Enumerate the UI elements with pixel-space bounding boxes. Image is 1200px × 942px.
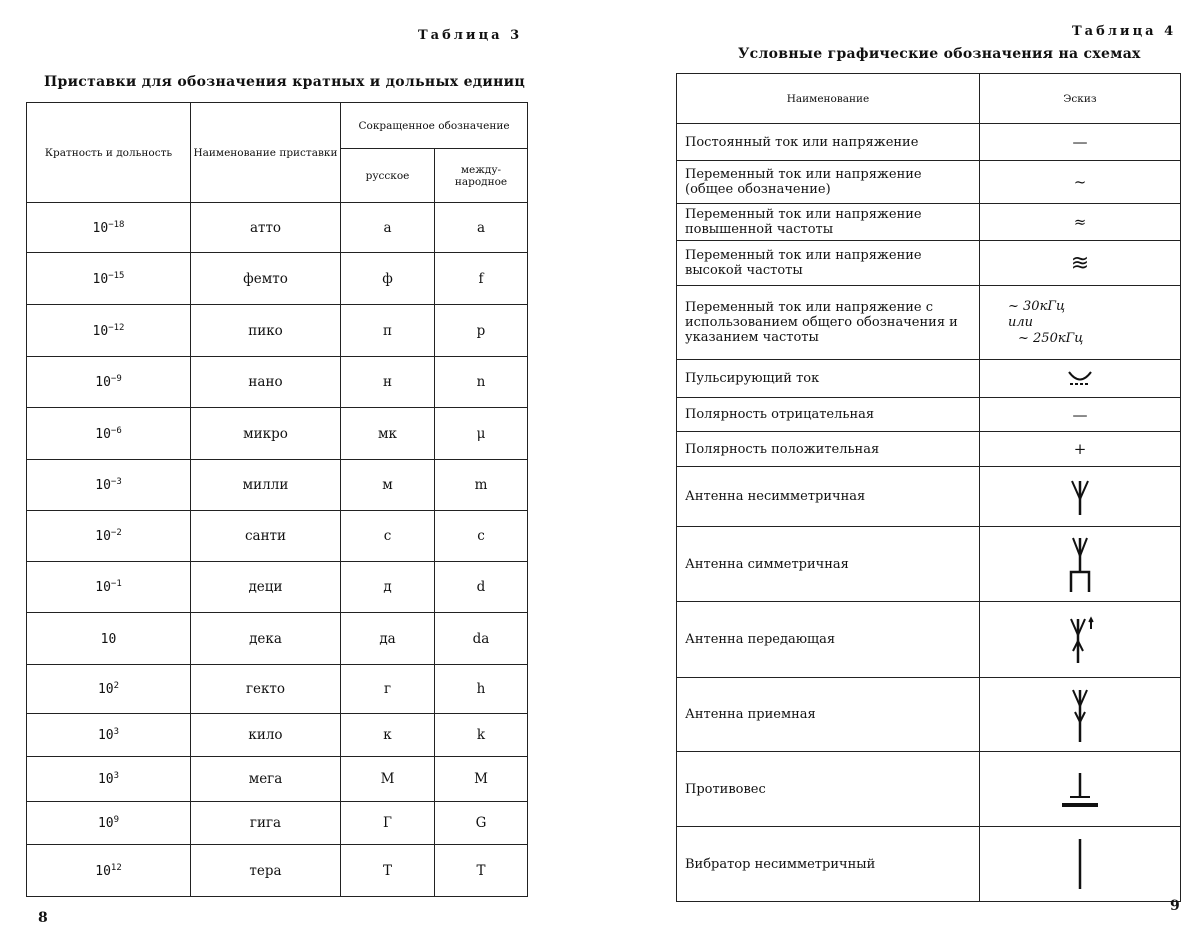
prefix-name-cell: милли <box>191 460 341 511</box>
symbol-name-cell: Переменный ток или напряжение (общее обозначение) <box>677 161 980 204</box>
tilde-icon: ~ <box>980 161 1181 204</box>
table-row <box>27 802 528 845</box>
symbol-name-cell: Противовес <box>677 752 980 827</box>
symbol-name-cell: Вибратор несимметричный <box>677 827 980 902</box>
russian-abbrev-cell: г <box>341 665 435 714</box>
symbol-name-cell: Антенна несимметричная <box>677 467 980 527</box>
power-base: 10 <box>97 772 114 787</box>
international-abbrev-cell: n <box>435 357 528 408</box>
international-abbrev-cell: M <box>435 757 528 802</box>
power-base: 10 <box>92 220 109 236</box>
multiplicity-cell <box>27 357 191 408</box>
power-exponent: −12 <box>108 322 125 333</box>
multiplicity-cell <box>27 714 191 757</box>
power-exponent: −2 <box>110 528 122 538</box>
russian-abbrev-cell: н <box>341 357 435 408</box>
international-abbrev-cell: G <box>435 802 528 845</box>
prefix-name-cell: гига <box>191 802 341 845</box>
international-abbrev-cell: d <box>435 562 528 613</box>
power-exponent: −15 <box>108 270 125 281</box>
multiplicity-cell <box>27 408 191 460</box>
table-row <box>677 204 1181 241</box>
table-title-right: Условные графические обозначения на схемах <box>738 46 1141 62</box>
table-row <box>677 602 1181 678</box>
antenna-transmitting-icon <box>980 602 1181 678</box>
table-label-right: Таблица 4 <box>1072 24 1177 39</box>
multiplicity-cell <box>27 845 191 897</box>
page-number-right: 9 <box>1170 898 1180 914</box>
power-exponent: 3 <box>113 771 120 781</box>
table-label-left: Таблица 3 <box>418 28 523 43</box>
symbol-name-cell: Антенна симметричная <box>677 527 980 602</box>
prefix-name-cell: микро <box>191 408 341 460</box>
multiplicity-cell <box>27 203 191 253</box>
frequency-label-1: ~ 30кГц <box>1008 298 1066 314</box>
table-row <box>677 161 1181 204</box>
prefix-name-cell: тера <box>191 845 341 897</box>
russian-abbrev-cell: да <box>341 613 435 665</box>
russian-abbrev-cell: к <box>341 714 435 757</box>
power-exponent: −6 <box>110 425 122 436</box>
table-row <box>677 398 1181 432</box>
symbol-name-cell: Полярность положительная <box>677 432 980 467</box>
table-row <box>677 467 1181 527</box>
symbol-name-cell: Переменный ток или напряжение высокой частоты <box>677 241 980 286</box>
table-row <box>677 124 1181 161</box>
multiplicity-cell <box>27 305 191 357</box>
multiplicity-cell <box>27 802 191 845</box>
table-row <box>27 408 528 460</box>
russian-abbrev-cell: Т <box>341 845 435 897</box>
table-row <box>677 827 1181 902</box>
power-exponent: −3 <box>110 477 122 487</box>
prefix-name-cell: гекто <box>191 665 341 714</box>
header-international: между-народное <box>435 149 528 203</box>
power-base: 10 <box>95 863 111 879</box>
prefix-name-cell: кило <box>191 714 341 757</box>
symbol-name-cell: Пульсирующий ток <box>677 360 980 398</box>
table-row <box>677 678 1181 752</box>
table-row <box>27 613 528 665</box>
prefix-name-cell: фемто <box>191 253 341 305</box>
multiplicity-cell <box>27 613 191 665</box>
or-label: или <box>1008 314 1034 330</box>
table-row <box>677 527 1181 602</box>
power-base: 10 <box>95 529 111 544</box>
russian-abbrev-cell: п <box>341 305 435 357</box>
prefix-name-cell: атто <box>191 203 341 253</box>
international-abbrev-cell: k <box>435 714 528 757</box>
table-row <box>27 203 528 253</box>
table-row <box>27 845 528 897</box>
international-abbrev-cell: h <box>435 665 528 714</box>
power-base: 10 <box>97 728 114 743</box>
multiplicity-cell <box>27 562 191 613</box>
page-number-left: 8 <box>38 910 48 926</box>
russian-abbrev-cell: с <box>341 511 435 562</box>
prefix-name-cell: мега <box>191 757 341 802</box>
power-base: 10 <box>95 580 111 595</box>
power-base: 10 <box>95 478 111 493</box>
power-base: 10 <box>100 631 117 647</box>
prefix-name-cell: дека <box>191 613 341 665</box>
header-prefix-name: Наименование приставки <box>191 103 341 203</box>
table-row <box>27 357 528 408</box>
prefix-name-cell: нано <box>191 357 341 408</box>
table-row <box>27 305 528 357</box>
symbol-name-cell: Антенна передающая <box>677 602 980 678</box>
frequency-label-2: ~ 250кГц <box>1018 330 1084 346</box>
international-abbrev-cell: T <box>435 845 528 897</box>
antenna-receiving-icon <box>980 678 1181 752</box>
russian-abbrev-cell: Г <box>341 802 435 845</box>
symbol-name-cell: Полярность отрицательная <box>677 398 980 432</box>
symbol-name-cell: Постоянный ток или напряжение <box>677 124 980 161</box>
table-row <box>27 665 528 714</box>
international-abbrev-cell: da <box>435 613 528 665</box>
prefix-table <box>26 102 528 897</box>
minus-icon: — <box>980 398 1181 432</box>
header-sketch: Эскиз <box>980 74 1181 124</box>
prefix-name-cell: пико <box>191 305 341 357</box>
power-exponent: 9 <box>113 815 120 825</box>
table-row <box>27 757 528 802</box>
dc-line-icon: — <box>980 124 1181 161</box>
power-base: 10 <box>95 426 111 442</box>
vibrator-asymmetric-icon <box>980 827 1181 902</box>
prefix-name-cell: санти <box>191 511 341 562</box>
double-tilde-icon: ≈ <box>980 204 1181 241</box>
international-abbrev-cell: μ <box>435 408 528 460</box>
power-exponent: −1 <box>110 579 122 589</box>
international-abbrev-cell: f <box>435 253 528 305</box>
table-row <box>27 253 528 305</box>
international-abbrev-cell: c <box>435 511 528 562</box>
symbols-table <box>676 73 1181 902</box>
power-base: 10 <box>95 375 111 390</box>
table-row <box>677 432 1181 467</box>
table-row <box>27 460 528 511</box>
table-row <box>677 752 1181 827</box>
russian-abbrev-cell: а <box>341 203 435 253</box>
triple-tilde-icon: ≋ <box>980 241 1181 286</box>
header-name: Наименование <box>677 74 980 124</box>
header-russian: русское <box>341 149 435 203</box>
prefix-name-cell: деци <box>191 562 341 613</box>
pulsating-current-icon <box>980 360 1181 398</box>
multiplicity-cell <box>27 757 191 802</box>
russian-abbrev-cell: м <box>341 460 435 511</box>
table-row <box>677 360 1181 398</box>
plus-icon: + <box>980 432 1181 467</box>
table-row <box>27 511 528 562</box>
header-multiplicity: Кратность и дольность <box>27 103 191 203</box>
power-exponent: 12 <box>110 862 122 873</box>
table-row <box>27 562 528 613</box>
table-title-left: Приставки для обозначения кратных и дольных единиц <box>44 74 525 90</box>
table-row <box>27 714 528 757</box>
multiplicity-cell <box>27 511 191 562</box>
table-row <box>677 286 1181 360</box>
symbol-name-cell: Антенна приемная <box>677 678 980 752</box>
counterpoise-icon <box>980 752 1181 827</box>
power-exponent: 3 <box>113 727 120 737</box>
antenna-asymmetric-icon <box>980 467 1181 527</box>
russian-abbrev-cell: д <box>341 562 435 613</box>
power-exponent: −9 <box>110 374 122 384</box>
international-abbrev-cell: p <box>435 305 528 357</box>
ac-frequency-icon <box>980 286 1181 360</box>
russian-abbrev-cell: М <box>341 757 435 802</box>
table-row <box>677 241 1181 286</box>
power-base: 10 <box>92 271 109 287</box>
multiplicity-cell <box>27 665 191 714</box>
international-abbrev-cell: m <box>435 460 528 511</box>
power-exponent: −18 <box>108 219 125 230</box>
russian-abbrev-cell: мк <box>341 408 435 460</box>
symbol-name-cell: Переменный ток или напряжение с использованием общего обозначения и указанием частоты <box>677 286 980 360</box>
symbol-name-cell: Переменный ток или напряжение повышенной частоты <box>677 204 980 241</box>
power-base: 10 <box>92 323 109 339</box>
antenna-symmetric-icon <box>980 527 1181 602</box>
russian-abbrev-cell: ф <box>341 253 435 305</box>
header-abbrev: Сокращенное обозначение <box>341 103 528 149</box>
power-exponent: 2 <box>113 681 120 691</box>
multiplicity-cell <box>27 460 191 511</box>
multiplicity-cell <box>27 253 191 305</box>
international-abbrev-cell: a <box>435 203 528 253</box>
power-base: 10 <box>97 816 114 831</box>
power-base: 10 <box>97 682 114 697</box>
